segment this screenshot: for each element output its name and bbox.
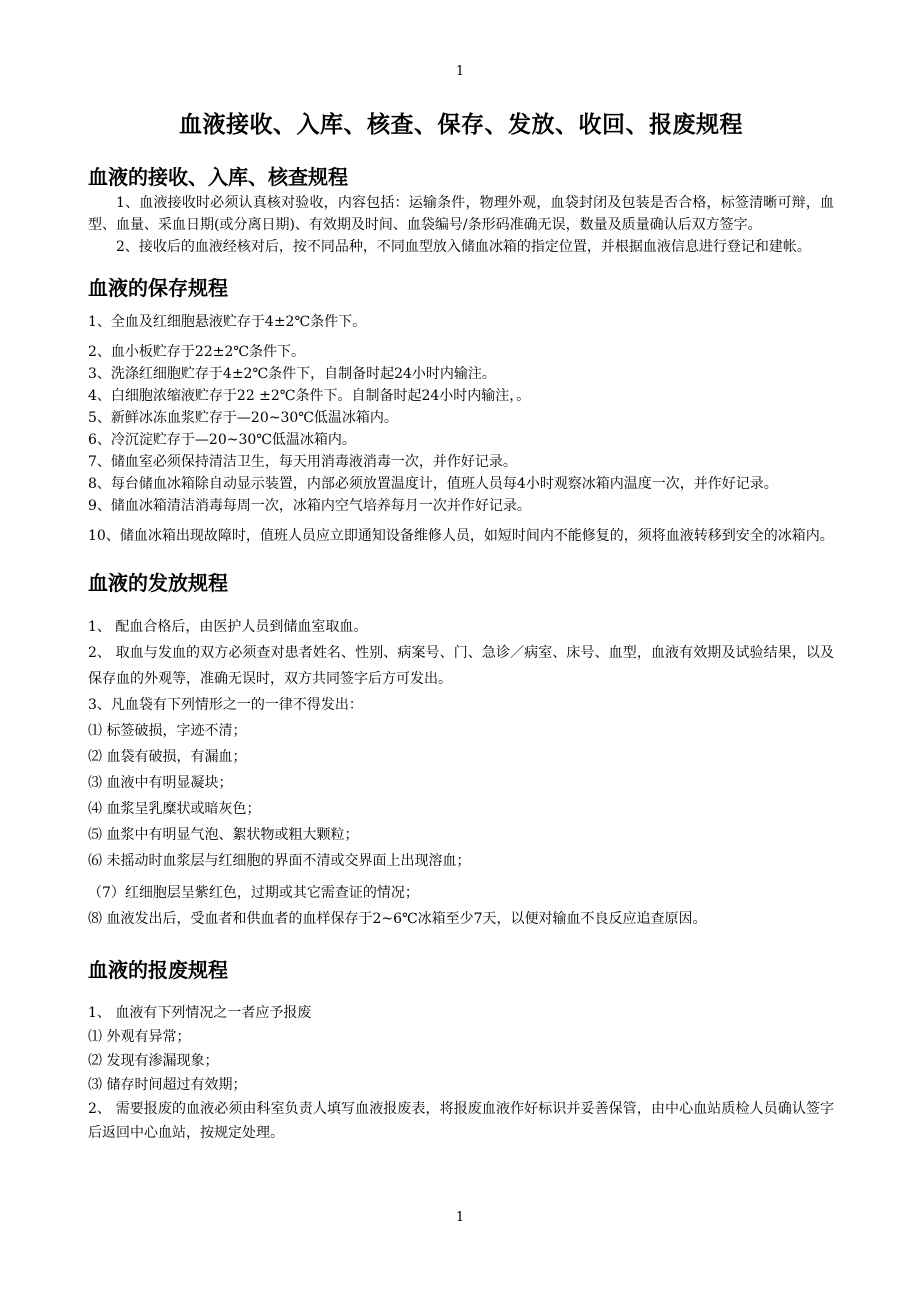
paragraph: 3、凡血袋有下列情形之一的一律不得发出： [88,697,363,713]
paragraph: 1、全血及红细胞悬液贮存于4±2℃条件下。 [88,314,367,330]
list-item: ⑵ 血袋有破损，有漏血； [88,749,247,765]
paragraph: 8、每台储血冰箱除自动显示装置，内部必须放置温度计，值班人员每4小时观察冰箱内温度一次，并作好记录。 [88,476,778,492]
list-item: ⑷ 血浆呈乳糜状或暗灰色； [88,801,261,817]
section-heading: 血液的发放规程 [88,571,228,595]
paragraph: 1、 配血合格后，由医护人员到储血室取血。 [88,619,368,635]
section-scrapping [88,954,834,1145]
paragraph: 6、冷沉淀贮存于—20~30℃低温冰箱内。 [88,432,356,448]
list-item: ⑻ 血液发出后，受血者和供血者的血样保存于2~6℃冰箱至少7天，以便对输血不良反应追查原因。 [88,911,707,927]
list-item: ⑴ 外观有异常； [88,1029,191,1045]
list-item: （7）红细胞层呈紫红色，过期或其它需查证的情况； [88,885,419,901]
paragraph: 9、储血冰箱清洁消毒每周一次，冰箱内空气培养每月一次并作好记录。 [88,498,531,514]
section-heading: 血液的报废规程 [88,958,228,982]
section-receiving [88,161,834,258]
paragraph: 7、储血室必须保持清洁卫生，每天用消毒液消毒一次，并作好记录。 [88,454,517,470]
section-storage [88,272,834,547]
document-title: 血液接收、入库、核查、保存、发放、收回、报废规程 [179,112,743,138]
paragraph: 5、新鲜冰冻血浆贮存于—20~30℃低温冰箱内。 [88,410,398,426]
paragraph: 3、洗涤红细胞贮存于4±2℃条件下，自制备时起24小时内输注。 [88,366,496,382]
paragraph: 1、血液接收时必须认真核对验收，内容包括：运输条件，物理外观，血袋封闭及包装是否合格，标签清晰可辩，血型、血量、采血日期(或分离日期)、有效期及时间、血袋编号/条形码准确无误，数量及质量确认后双方签字。 [88,195,834,233]
list-item: ⑹ 未摇动时血浆层与红细胞的界面不清或交界面上出现溶血； [88,853,471,869]
paragraph: 10、储血冰箱出现故障时，值班人员应立即通知设备维修人员，如短时间内不能修复的，须将血液转移到安全的冰箱内。 [88,528,834,544]
page-number-top: 1 [455,64,465,79]
paragraph: 2、接收后的血液经核对后，按不同品种，不同血型放入储血冰箱的指定位置，并根据血液信息进行登记和建帐。 [116,239,811,255]
list-item: ⑵ 发现有渗漏现象； [88,1053,219,1069]
list-item: ⑶ 储存时间超过有效期； [88,1077,247,1093]
section-heading: 血液的接收、入库、核查规程 [88,165,348,189]
document-body [88,106,834,1145]
section-issuing [88,567,834,932]
paragraph: 4、白细胞浓缩液贮存于22 ±2℃条件下。自制备时起24小时内输注，。 [88,388,531,404]
list-item: ⑸ 血浆中有明显气泡、絮状物或粗大颗粒； [88,827,359,843]
paragraph: 1、 血液有下列情况之一者应予报废 [88,1005,312,1021]
list-item: ⑴ 标签破损，字迹不清； [88,723,247,739]
paragraph: 2、 需要报废的血液必须由科室负责人填写血液报废表，将报废血液作好标识并妥善保管，由中心血站质检人员确认签字后返回中心血站，按规定处理。 [88,1101,834,1141]
paragraph: 2、 取血与发血的双方必须查对患者姓名、性别、病案号、门、急诊／病室、床号、血型，血液有效期及试验结果，以及保存血的外观等，准确无误时，双方共同签字后方可发出。 [88,645,834,687]
paragraph: 2、血小板贮存于22±2℃条件下。 [88,344,306,360]
section-heading: 血液的保存规程 [88,276,228,300]
list-item: ⑶ 血液中有明显凝块； [88,775,233,791]
page-number-bottom: 1 [455,1210,465,1225]
